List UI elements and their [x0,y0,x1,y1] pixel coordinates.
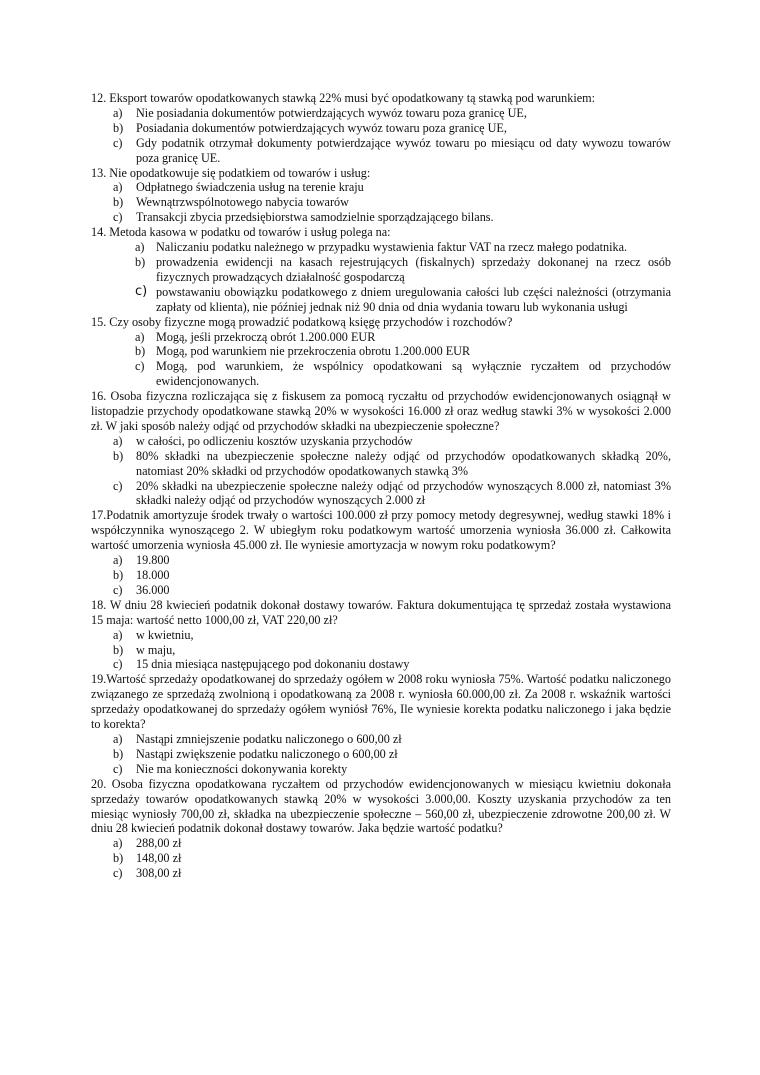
question-text: 16. Osoba fizyczna rozliczająca się z fiskusem za pomocą ryczałtu od przychodów ewidencjonowanych osiągnął w listopadzie przychody opodatkowane stawką 20% w wysokości 16.000 zł oraz według stawki 3% w wysokości 2.000 zł. W jaki sposób należy odjąć od przychodów składki na ubezpieczenie społeczne? [91,389,671,433]
question-block [91,225,671,314]
option-label: c) [135,359,145,374]
answer-options [91,434,671,509]
answer-option [91,344,671,359]
option-label: c) [113,478,123,493]
option-label: b) [113,195,124,210]
option-text: w kwietniu, [136,627,194,642]
option-text: 148,00 zł [136,851,182,866]
option-label: b) [135,254,146,269]
question-block [91,598,671,673]
answer-option [91,762,671,777]
answer-option [91,836,671,851]
option-label: c) [113,657,123,672]
answer-option [91,434,671,449]
option-label: a) [135,329,145,344]
answer-option [91,643,671,658]
answer-option [91,255,671,285]
option-text: w maju, [136,642,176,657]
option-text: Mogą, pod warunkiem, że wspólnicy opodatkowani są wyłącznie ryczałtem od przychodów ewidencjonowanych. [156,359,671,389]
question-text: 18. W dniu 28 kwiecień podatnik dokonał dostawy towarów. Faktura dokumentująca tę sprzedaż została wystawiona 15 maja: wartość netto 1000,00 zł, VAT 220,00 zł? [91,597,671,627]
answer-options [91,240,671,315]
option-label: a) [113,105,123,120]
option-text: 80% składki na ubezpieczenie społeczne należy odjąć od przychodów opodatkowanych składką 20%, natomiast 20% składki od przychodów opodatkowanych stawką 3% [136,448,671,478]
question-text: 17.Podatnik amortyzuje środek trwały o wartości 100.000 zł przy pomocy metody degresywnej, według stawki 18% i współczynnika wynoszącego 2. W ubiegłym roku podatkowym wartość umorzenia wyniosła 36.000 zł. Całkowita wartość umorzenia wyniosła 45.000 zł. Ile wyniesie amortyzacja w nowym roku podatkowym? [91,508,671,553]
answer-option [91,657,671,672]
question-text: 13. Nie opodatkowuje się podatkiem od towarów i usług: [91,165,371,180]
question-text: 15. Czy osoby fizyczne mogą prowadzić podatkową księgę przychodów i rozchodów? [91,314,513,329]
question-text: 14. Metoda kasowa w podatku od towarów i usług polega na: [91,225,391,240]
answer-options [91,836,671,881]
option-text: Gdy podatnik otrzymał dokumenty potwierdzające wywóz towaru po miesiącu od daty wywozu towarów poza granicę UE. [136,135,671,165]
question-block [91,777,671,881]
option-label: b) [113,448,124,463]
answer-option [91,330,671,345]
option-text: Nastąpi zmniejszenie podatku naliczonego o 600,00 zł [136,731,402,746]
answer-options [91,330,671,390]
option-text: 18.000 [136,568,170,582]
answer-option [91,106,671,121]
answer-option [91,851,671,866]
option-label: c) [135,283,148,299]
option-label: a) [135,240,145,255]
answer-option [91,553,671,568]
answer-option [91,732,671,747]
question-text: 20. Osoba fizyczna opodatkowana ryczałtem od przychodów ewidencjonowanych w miesiącu kwietniu dokonała sprzedaży towarów opodatkowanych stawką 20% w wysokości 3.000,00. Koszty uzyskania przychodów za ten miesiąc wyniosły 700,00 zł, składka na ubezpieczenie społeczne – 560,00 zł, ubezpieczenie zdrowotne 200,00 zł. W dniu 28 kwiecień podatnik dokonał dostawy towarów. Jaka będzie wartość podatku? [91,776,671,836]
answer-option [91,628,671,643]
option-label: b) [113,120,124,135]
answer-option [91,449,671,479]
question-block [91,508,671,597]
answer-option [91,210,671,225]
option-label: b) [113,642,124,657]
option-label: b) [113,851,124,866]
question-block [91,166,671,226]
option-label: c) [113,135,123,150]
option-text: powstawaniu obowiązku podatkowego z dniem uregulowania całości lub części należności (otrzymania zapłaty od klienta), nie później jednak niż 90 dnia od dnia wydania towaru lub wykonania usługi [156,284,671,314]
option-label: c) [113,866,123,881]
answer-option [91,180,671,195]
answer-options [91,553,671,598]
question-block [91,672,671,776]
option-label: a) [113,836,123,851]
answer-options [91,628,671,673]
option-text: Nastąpi zwiększenie podatku naliczonego o 600,00 zł [136,746,398,761]
answer-option [91,136,671,166]
question-block [91,91,671,166]
question-block [91,389,671,508]
option-label: a) [113,180,123,195]
option-label: a) [113,731,123,746]
option-text: Odpłatnego świadczenia usług na terenie kraju [136,180,364,195]
answer-option [91,285,671,315]
option-text: prowadzenia ewidencji na kasach rejestrujących (fiskalnych) sprzedaży dokonanej na rzecz osób fizycznych prowadzących działalność gospodarczą [156,254,671,284]
option-text: Mogą, pod warunkiem nie przekroczenia obrotu 1.200.000 EUR [156,344,471,359]
question-list [91,91,671,881]
answer-option [91,866,671,881]
answer-option [91,747,671,762]
option-text: Mogą, jeśli przekroczą obrót 1.200.000 EUR [156,329,376,344]
answer-option [91,359,671,389]
answer-option [91,583,671,598]
answer-option [91,479,671,509]
answer-option [91,195,671,210]
option-label: b) [135,344,146,359]
answer-options [91,106,671,166]
answer-options [91,732,671,777]
option-text: Nie ma konieczności dokonywania korekty [136,761,348,776]
option-label: b) [113,568,124,582]
answer-option [91,240,671,255]
option-text: 15 dnia miesiąca następującego pod dokonaniu dostawy [136,657,410,672]
option-label: c) [113,210,123,225]
option-text: Nie posiadania dokumentów potwierdzających wywóz towaru poza granicę UE, [136,105,527,120]
option-text: w całości, po odliczeniu kosztów uzyskania przychodów [136,433,413,448]
option-text: 19.800 [136,553,170,568]
option-text: Wewnątrzwspólnotowego nabycia towarów [136,195,349,210]
option-label: b) [113,746,124,761]
option-text: Naliczaniu podatku należnego w przypadku wystawienia faktur VAT na rzecz małego podatnika. [156,240,628,255]
option-text: Posiadania dokumentów potwierdzających wywóz towaru poza granicę UE, [136,120,507,135]
option-label: c) [113,582,123,597]
option-label: a) [113,553,123,568]
option-text: 36.000 [136,582,170,597]
option-text: Transakcji zbycia przedsiębiorstwa samodzielnie sporządzającego bilans. [136,210,494,225]
question-text: 12. Eksport towarów opodatkowanych stawką 22% musi być opodatkowany tą stawką pod warunkiem: [91,91,595,105]
option-label: a) [113,627,123,642]
question-text: 19.Wartość sprzedaży opodatkowanej do sprzedaży ogółem w 2008 roku wyniosła 75%. Wartość podatku naliczonego związanego ze sprzedażą zwolnioną i opodatkowaną za 2008 r. wyniosła 60.000,00 zł. Za 2008 r. wskaźnik wartości sprzedaży opodatkowanej do sprzedaży ogółem wyniósł 76%, Ile wyniesie korekta podatku naliczonego i jaka będzie to korekta? [91,672,671,732]
option-text: 20% składki na ubezpieczenie społeczne należy odjąć od przychodów wynoszących 8.000 zł, natomiast 3% składki należy odjąć od przychodów wynoszących 2.000 zł [136,478,671,508]
option-text: 308,00 zł [136,866,182,881]
answer-option [91,121,671,136]
option-label: a) [113,433,123,448]
question-block [91,315,671,390]
answer-option [91,568,671,583]
option-text: 288,00 zł [136,836,182,851]
option-label: c) [113,761,123,776]
answer-options [91,180,671,225]
